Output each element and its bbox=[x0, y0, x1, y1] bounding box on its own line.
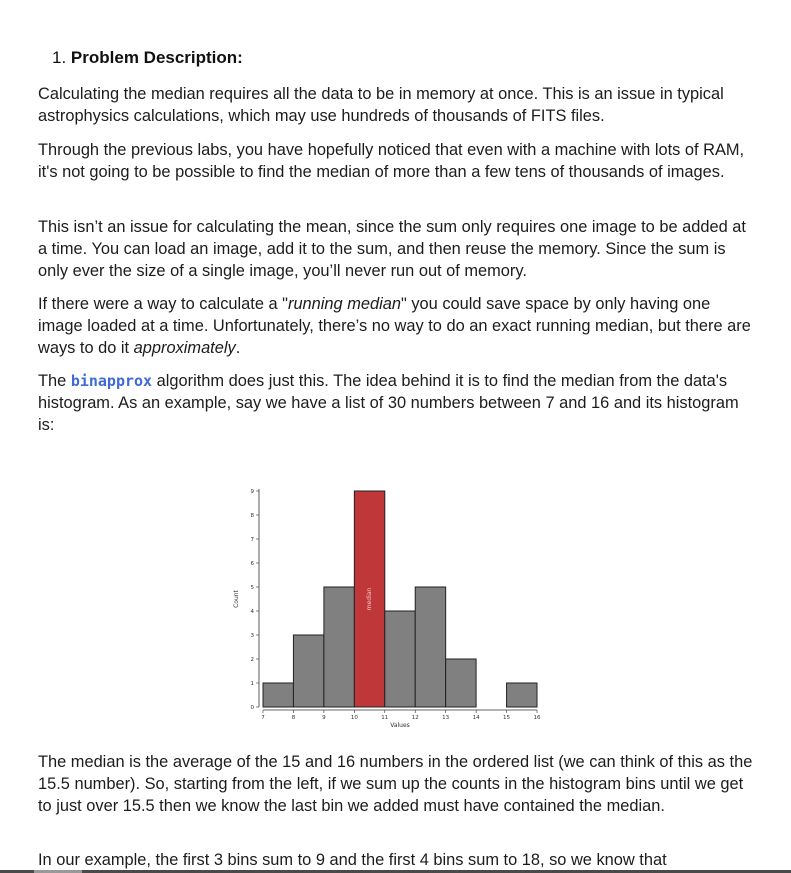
y-tick-label: 4 bbox=[250, 609, 254, 615]
emphasis-approximately: approximately bbox=[133, 339, 236, 357]
y-tick-label: 9 bbox=[250, 489, 254, 495]
y-tick-label: 3 bbox=[250, 633, 254, 639]
x-tick-label: 12 bbox=[411, 715, 419, 721]
y-tick-label: 2 bbox=[250, 657, 254, 663]
y-tick-label: 5 bbox=[250, 585, 254, 591]
paragraph-running-median bbox=[38, 293, 753, 359]
paragraph-mean: This isn’t an issue for calculating the mean, since the sum only requires one image to be added at a time. You can load an image, add it to the sum, and then reuse the memory. Since the sum is only ever the size of a single image, you’ll never run out of memory. bbox=[38, 218, 746, 280]
section-number: 1. bbox=[52, 48, 67, 67]
paragraph-previous-labs: Through the previous labs, you have hopefully noticed that even with a machine with lots of RAM, it's not going to be possible to find the median of more than a few tens of thousands of images. bbox=[38, 141, 745, 181]
x-tick-label: 8 bbox=[291, 715, 296, 721]
y-tick-label: 6 bbox=[250, 561, 254, 567]
y-axis-label: Count bbox=[233, 590, 240, 608]
x-tick-label: 11 bbox=[381, 715, 389, 721]
emphasis-running-median: running median bbox=[287, 295, 401, 313]
histogram-bar bbox=[415, 587, 445, 707]
x-tick-label: 16 bbox=[533, 715, 541, 721]
paragraph-median-average: The median is the average of the 15 and 16 numbers in the ordered list (we can think of this as the 15.5 number). So, starting from the left, if we sum up the counts in the histogram bins until we get to just over 15.5 then we know the last bin we added must have contained the median. bbox=[38, 753, 753, 815]
y-tick-label: 0 bbox=[250, 705, 254, 711]
x-tick-label: 13 bbox=[442, 715, 450, 721]
paragraph-binapprox bbox=[38, 370, 753, 436]
histogram-bar bbox=[324, 587, 354, 707]
y-tick-label: 1 bbox=[250, 681, 254, 687]
x-tick-label: 14 bbox=[472, 715, 480, 721]
text-segment: algorithm does just this. The idea behind it is to find the median from the data's histogram. As an example, say we have a list of 30 numbers between 7 and 16 and its histogram is: bbox=[38, 372, 739, 434]
x-tick-label: 9 bbox=[322, 715, 326, 721]
histogram-bar bbox=[263, 683, 293, 707]
paragraph-memory-issue: Calculating the median requires all the data to be in memory at once. This is an issue in typical astrophysics calculations, which may use hundreds of thousands of FITS files. bbox=[38, 85, 724, 125]
text-segment: . bbox=[235, 339, 241, 357]
median-label: median bbox=[366, 587, 374, 611]
histogram-chart bbox=[226, 478, 556, 735]
histogram-bar bbox=[385, 611, 415, 707]
histogram-svg bbox=[226, 478, 556, 730]
section-title: Problem Description: bbox=[70, 48, 243, 67]
text-segment: The bbox=[38, 372, 71, 390]
paragraph-example: In our example, the first 3 bins sum to 9 and the first 4 bins sum to 18, so we know that bbox=[38, 851, 667, 869]
y-tick-label: 8 bbox=[250, 513, 254, 519]
histogram-bar bbox=[446, 659, 476, 707]
text-segment: If there were a way to calculate a " bbox=[38, 295, 288, 313]
text-segment: " you could save space by only having one image loaded at a time. Unfortunately, there’s no way to do an exact running median, but there are ways to do it bbox=[38, 295, 751, 357]
code-binapprox: binapprox bbox=[70, 372, 153, 390]
y-tick-label: 7 bbox=[250, 537, 254, 543]
histogram-bar bbox=[507, 683, 537, 707]
x-axis-label: Values bbox=[390, 722, 410, 729]
x-tick-label: 15 bbox=[503, 715, 511, 721]
section-heading bbox=[52, 48, 243, 68]
x-tick-label: 10 bbox=[350, 715, 358, 721]
histogram-bar bbox=[293, 635, 323, 707]
x-tick-label: 7 bbox=[261, 715, 265, 721]
